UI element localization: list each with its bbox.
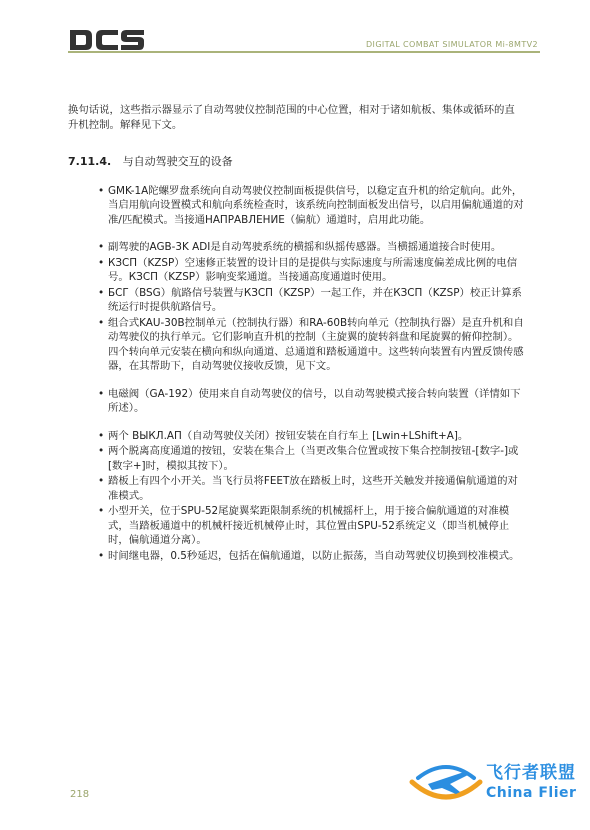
list-item: • 两个脱离高度通道的按钮，安装在集合上（当更改集合位置或按下集合控制按钮-[数字-]或[数字+]时，模拟其按下）。	[108, 444, 524, 473]
airplane-logo-icon	[404, 748, 488, 814]
watermark-chinese-text: 飞行者联盟	[486, 763, 576, 783]
dcs-logo	[68, 26, 146, 54]
list-item: • 两个 ВЫКЛ.АП（自动驾驶仪关闭）按钮安装在自行车上 [Lwin+LShift+A]。	[108, 429, 524, 444]
list-item: • 副驾驶的AGB-3K ADI是自动驾驶系统的横摇和纵摇传感器。当横摇通道接合时使用。	[108, 240, 524, 255]
page-content	[68, 103, 524, 564]
list-item: • КЗСП（KZSP）空速修正装置的设计目的是提供与实际速度与所需速度偏差成比例的电信号。КЗСП（KZSP）影响变桨通道。当接通高度通道时使用。	[108, 256, 524, 285]
watermark	[404, 748, 588, 820]
list-item: • 踏板上有四个小开关。当飞行员将FEET放在踏板上时，这些开关触发并接通偏航通道的对准模式。	[108, 474, 524, 503]
list-item: • GMK-1A陀螺罗盘系统向自动驾驶仪控制面板提供信号，以稳定直升机的给定航向。此外，当启用航向设置模式和航向系统检查时，该系统向控制面板发出信号，以启用偏航通道的对准/匹配模式。当接通НАПРАВЛЕНИЕ（偏航）通道时，启用此功能。	[108, 184, 524, 228]
watermark-english-text: China Flier	[486, 785, 577, 801]
section-number: 7.11.4.	[68, 155, 112, 168]
list-item: • БСГ（BSG）航路信号装置与КЗСП（KZSP）一起工作，并在КЗСП（KZSP）校正计算系统运行时提供航路信号。	[108, 286, 524, 315]
section-title: 与自动驾驶交互的设备	[122, 155, 233, 168]
list-item: • 小型开关，位于SPU-52尾旋翼桨距限制系统的机械摇杆上，用于接合偏航通道的对准模式，当踏板通道中的机械杆接近机械停止时，其位置由SPU-52系统定义（即当机械停止时，偏航通道分离）。	[108, 504, 524, 548]
header-divider	[68, 51, 540, 53]
list-item: • 组合式KAU-30B控制单元（控制执行器）和RA-60B转向单元（控制执行器）是直升机和自动驾驶仪的执行单元。它们影响直升机的控制（主旋翼的旋转斜盘和尾旋翼的俯仰控制）。四个转向单元安装在横向和纵向通道、总通道和踏板通道中。这些转向装置有内置反馈传感器，在其帮助下，自动驾驶仪接收反馈，见下文。	[108, 316, 524, 374]
list-item: • 时间继电器，0.5秒延迟，包括在偏航通道，以防止振荡，当自动驾驶仪切换到校准模式。	[108, 549, 524, 564]
list-item: • 电磁阀（GA-192）使用来自自动驾驶仪的信号，以自动驾驶模式接合转向装置（详情如下所述）。	[108, 387, 524, 416]
document-header-title: DIGITAL COMBAT SIMULATOR Mi-8MTV2	[366, 40, 538, 49]
device-list	[68, 184, 524, 564]
page-number: 218	[70, 789, 90, 800]
section-heading	[68, 155, 524, 170]
intro-paragraph: 换句话说，这些指示器显示了自动驾驶仪控制范围的中心位置，相对于诸如航板、集体或循环的直升机控制。解释见下文。	[68, 104, 515, 131]
